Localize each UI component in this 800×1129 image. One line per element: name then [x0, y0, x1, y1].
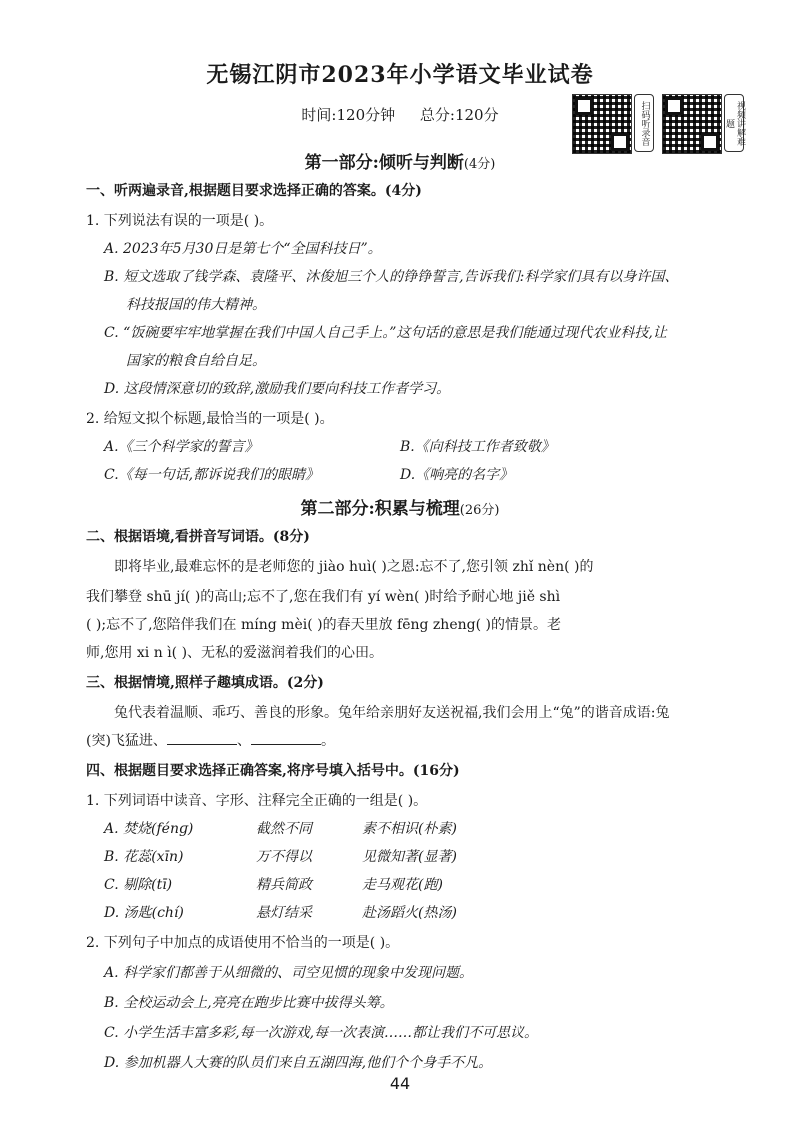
s4-q1-row-a-col1: A. 焚烧(fénɡ) — [104, 821, 194, 837]
s3-separator: 、 — [236, 733, 251, 749]
s3-line1: 兔代表着温顺、乖巧、善良的形象。兔年给亲朋好友送祝福,我们会用上“兔”的谐音成语:兔 — [114, 705, 670, 721]
s3-answer-blank-1[interactable] — [167, 732, 237, 745]
s3-line2 — [86, 730, 335, 750]
qr-code-video[interactable] — [660, 92, 748, 154]
q1-2-option-d: D.《响亮的名字》 — [400, 467, 514, 483]
s2-line2: 我们攀登 shū jí( )的高山;忘不了,您在我们有 yí wèn( )时给予耐心地 jiě shì — [86, 589, 561, 605]
s4-q1-row-b-col1: B. 花蕊(xīn) — [104, 849, 184, 865]
s4-q1-row-d-col2: 悬灯结采 — [256, 905, 312, 921]
s3-answer-blank-2[interactable] — [251, 732, 321, 745]
qr-listen-label: 扫码听录音 — [634, 94, 654, 152]
part1-title — [0, 148, 800, 173]
s3-end: 。 — [320, 733, 335, 749]
s2-line4: 师,您用 xi n ì( )、无私的爱滋润着我们的心田。 — [86, 645, 384, 661]
q1-2-option-b: B.《向科技工作者致敬》 — [400, 439, 555, 455]
s4-q1-row-d-col3: 赴汤蹈火(热汤) — [362, 905, 457, 921]
q1-1-option-c-line2: 国家的粮食自给自足。 — [126, 353, 266, 369]
s2-line3: ( );忘不了,您陪伴我们在 míng mèi( )的春天里放 fēng zheng( )的情景。老 — [86, 617, 561, 633]
qr-code-icon — [572, 94, 632, 154]
s4-q2-option-c: C. 小学生活丰富多彩,每一次游戏,每一次表演……都让我们不可思议。 — [104, 1025, 539, 1041]
part1-points: (4分) — [463, 157, 496, 172]
qr-code-icon — [662, 94, 722, 154]
part2-title — [0, 494, 800, 519]
q1-1-option-a: A. 2023年5月30日是第七个“全国科技日”。 — [104, 241, 382, 257]
s4-q1-row-b-col2: 万不得以 — [256, 849, 312, 865]
s4-q2-option-a: A. 科学家们都善于从细微的、司空见惯的现象中发现问题。 — [104, 965, 474, 981]
q1-2-stem: 2. 给短文拟个标题,最恰当的一项是( )。 — [86, 411, 334, 427]
part2-title-text: 第二部分:积累与梳理 — [300, 499, 460, 519]
q1-1-stem: 1. 下列说法有误的一项是( )。 — [86, 213, 274, 229]
s4-q1-row-c-col1: C. 剔除(tī) — [104, 877, 173, 893]
q1-1-option-b-line1: B. 短文选取了钱学森、袁隆平、沐俊旭三个人的铮铮誓言,告诉我们:科学家们具有以身许国、 — [104, 269, 679, 285]
s4-q1-row-b-col3: 见微知著(显著) — [362, 849, 457, 865]
q1-1-option-b-line2: 科技报国的伟大精神。 — [126, 297, 266, 313]
s2-header: 二、根据语境,看拼音写词语。(8分) — [86, 529, 310, 545]
exam-time: 时间:120分钟 — [301, 106, 396, 124]
q1-header: 一、听两遍录音,根据题目要求选择正确的答案。(4分) — [86, 183, 422, 199]
s4-q2-option-b: B. 全校运动会上,亮亮在跑步比赛中拔得头筹。 — [104, 995, 394, 1011]
exam-total-score: 总分:120分 — [419, 106, 499, 124]
s4-q2-stem: 2. 下列句子中加点的成语使用不恰当的一项是( )。 — [86, 935, 400, 951]
part1-title-text: 第一部分:倾听与判断 — [304, 153, 464, 173]
qr-code-listen[interactable] — [570, 92, 658, 154]
exam-title: 无锡江阴市2023年小学语文毕业试卷 — [206, 62, 594, 88]
qr-video-label: 视频讲解难题 — [724, 94, 744, 152]
s4-header: 四、根据题目要求选择正确答案,将序号填入括号中。(16分) — [86, 763, 460, 779]
s4-q2-option-d: D. 参加机器人大赛的队员们来自五湖四海,他们个个身手不凡。 — [104, 1055, 493, 1071]
s2-line1: 即将毕业,最难忘怀的是老师您的 jiào huì( )之恩:忘不了,您引领 zhǐ nèn( )的 — [114, 559, 594, 575]
s4-q1-row-c-col2: 精兵简政 — [256, 877, 312, 893]
q1-2-option-a: A.《三个科学家的誓言》 — [104, 439, 259, 455]
part2-points: (26分) — [459, 503, 500, 518]
s4-q1-stem: 1. 下列词语中读音、字形、注释完全正确的一组是( )。 — [86, 793, 428, 809]
s3-example: (突)飞猛进、 — [86, 733, 167, 749]
page-number: 44 — [389, 1074, 411, 1093]
s4-q1-row-d-col1: D. 汤匙(chí) — [104, 905, 184, 921]
q1-2-option-c: C.《每一句话,都诉说我们的眼睛》 — [104, 467, 320, 483]
s4-q1-row-a-col3: 素不相识(朴素) — [362, 821, 457, 837]
s4-q1-row-a-col2: 截然不同 — [256, 821, 312, 837]
s3-header: 三、根据情境,照样子趣填成语。(2分) — [86, 675, 324, 691]
q1-1-option-c-line1: C. “饭碗要牢牢地掌握在我们中国人自己手上。”这句话的意思是我们能通过现代农业科技,让 — [104, 325, 667, 341]
q1-1-option-d: D. 这段情深意切的致辞,激励我们要向科技工作者学习。 — [104, 381, 451, 397]
s4-q1-row-c-col3: 走马观花(跑) — [362, 877, 443, 893]
